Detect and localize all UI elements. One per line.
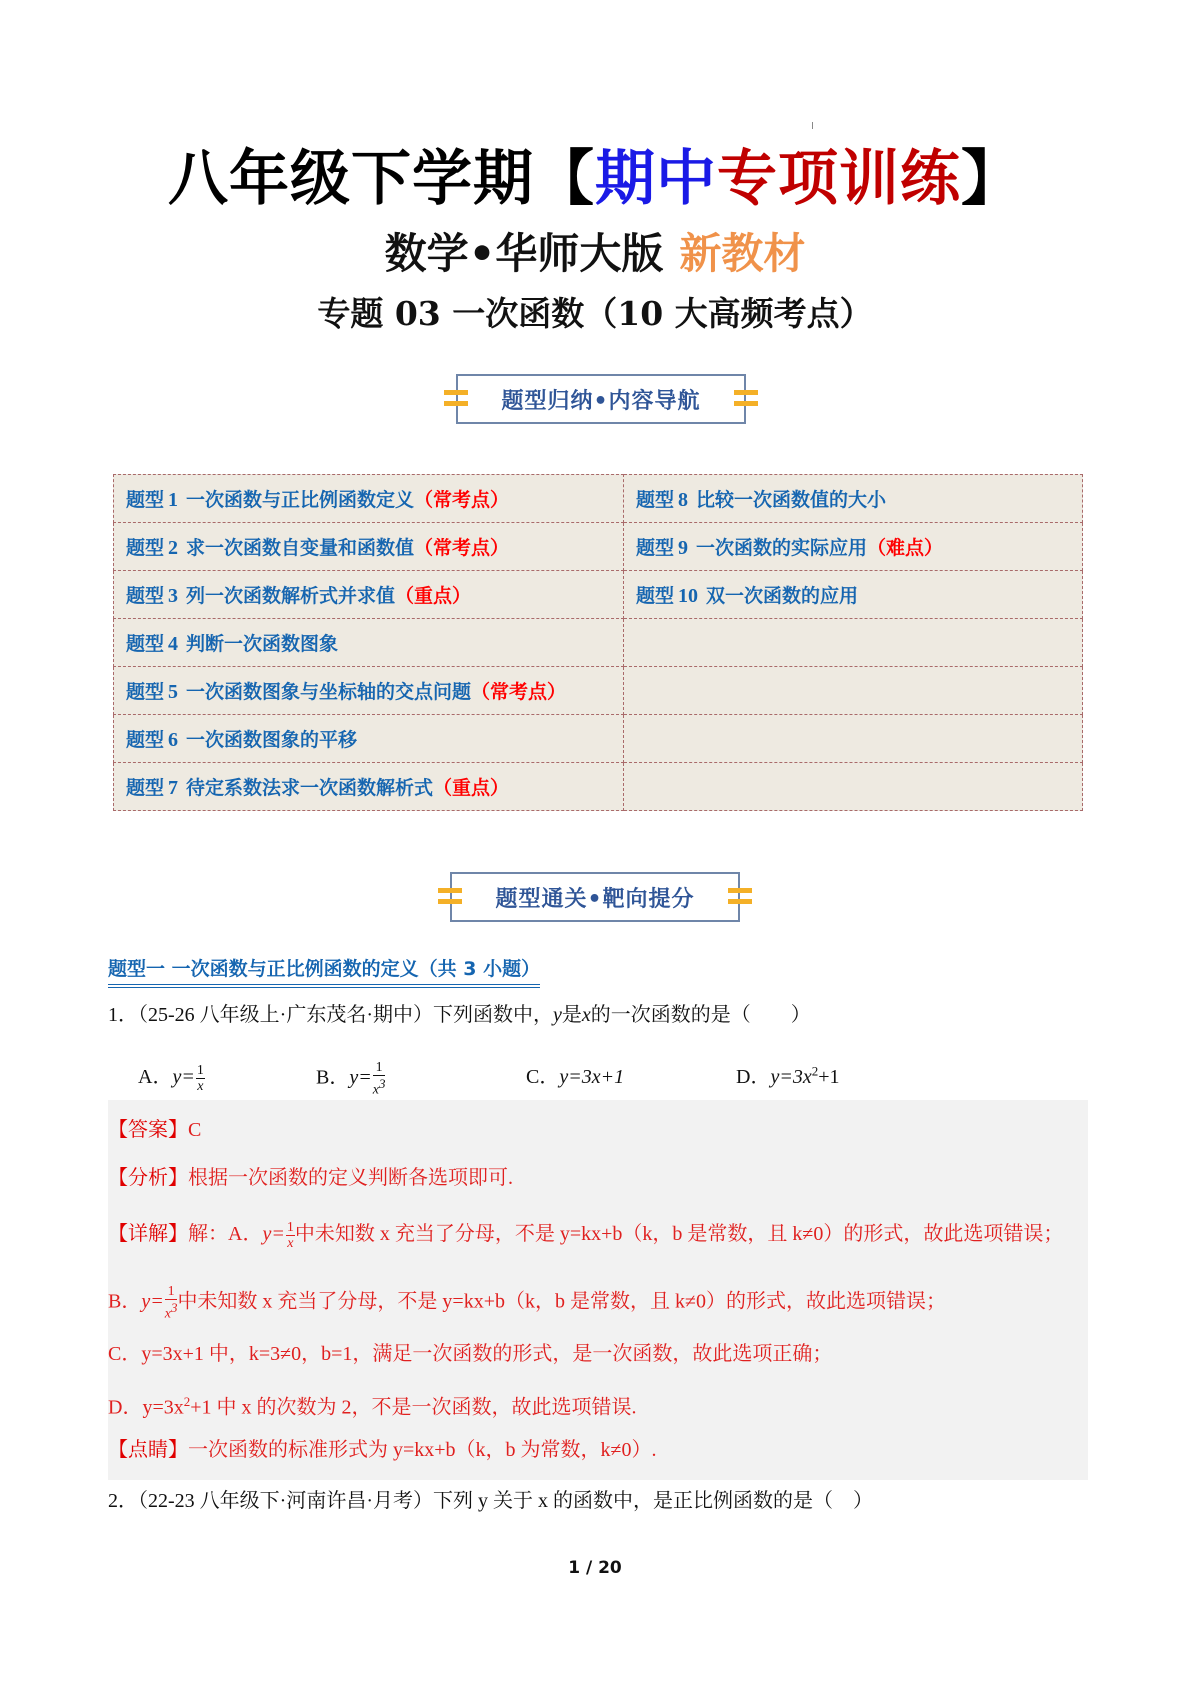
toc-empty-cell <box>624 667 1083 715</box>
toc-banner <box>456 374 746 424</box>
title-blue-part: 期中 <box>595 144 717 214</box>
option-c[interactable]: C．y=3x+1 <box>526 1066 625 1088</box>
analysis-line: 【分析】根据一次函数的定义判断各选项即可. <box>108 1167 513 1189</box>
detail-line-b: B．y= $\frac{1}{x^3}$ 中未知数 x 充当了分母，不是 y=kx+b（k，b 是常数，且 k≠0）的形式，故此选项错误； <box>108 1284 946 1322</box>
toc-item-3[interactable]: 题型 3 列一次函数解析式并求值（重点） <box>114 571 624 619</box>
detail-line-c: C．y=3x+1 中，k=3≠0，b=1，满足一次函数的形式，是一次函数，故此选项正确； <box>108 1343 833 1365</box>
toc-table <box>113 474 1083 811</box>
answer-line: 【答案】C <box>108 1119 202 1141</box>
header-tick-mark <box>812 122 813 129</box>
toc-item-6[interactable]: 题型 6 一次函数图象的平移 <box>114 715 624 763</box>
question-2-stem: 2．（22-23 八年级下·河南许昌·月考）下列 y 关于 x 的函数中，是正比例函数的是（ ） <box>108 1490 873 1512</box>
subtitle <box>0 226 1190 282</box>
main-title <box>0 142 1190 216</box>
toc-item-8[interactable]: 题型 8 比较一次函数值的大小 <box>624 475 1083 523</box>
toc-item-9[interactable]: 题型 9 一次函数的实际应用（难点） <box>624 523 1083 571</box>
topic-title: 专题 03 一次函数（10 大高频考点） <box>317 294 873 333</box>
toc-row <box>114 619 1083 667</box>
toc-row <box>114 571 1083 619</box>
question-1-stem: 1．（25-26 八年级上·广东茂名·期中）下列函数中，y是x的一次函数的是（ ） <box>108 1004 811 1026</box>
equals-deco-icon <box>444 390 468 408</box>
tip-line: 【点睛】一次函数的标准形式为 y=kx+b（k，b 为常数，k≠0）. <box>108 1439 657 1461</box>
option-d[interactable]: D．$y=3x^2+1$ <box>736 1063 840 1088</box>
option-a[interactable]: A．y= $\frac{1}{x}$ <box>138 1062 204 1094</box>
subtitle-main: 数学•华师大版 <box>384 229 664 278</box>
toc-row <box>114 523 1083 571</box>
detail-line-a: 【详解】解：A．y= $\frac{1}{x}$ 中未知数 x 充当了分母，不是 y=kx+b（k，b 是常数，且 k≠0）的形式，故此选项错误； <box>108 1220 1064 1251</box>
toc-item-10[interactable]: 题型 10 双一次函数的应用 <box>624 571 1083 619</box>
question-1-options <box>138 1052 938 1102</box>
toc-row <box>114 475 1083 523</box>
toc-item-7[interactable]: 题型 7 待定系数法求一次函数解析式（重点） <box>114 763 624 811</box>
section-heading[interactable]: 题型一 一次函数与正比例函数的定义（共 3 小题） <box>108 954 540 988</box>
option-b[interactable]: B．y= $\frac{1}{x^3}$ <box>316 1060 386 1098</box>
practice-banner <box>450 872 740 922</box>
subtitle-accent: 新教材 <box>679 229 806 278</box>
equals-deco-icon <box>438 888 462 906</box>
title-suffix: 】 <box>961 144 1022 214</box>
practice-banner-label: 题型通关•靶向提分 <box>495 886 695 912</box>
equals-deco-icon <box>728 888 752 906</box>
title-prefix: 八年级下学期【 <box>168 144 595 214</box>
detail-line-d: D．$y=3x^2+1$ 中 x 的次数为 2，不是一次函数，故此选项错误. <box>108 1394 637 1419</box>
page-number: 1 / 20 <box>568 1558 622 1578</box>
title-red-part: 专项训练 <box>717 144 961 214</box>
toc-row <box>114 715 1083 763</box>
toc-empty-cell <box>624 715 1083 763</box>
toc-item-1[interactable]: 题型 1 一次函数与正比例函数定义（常考点） <box>114 475 624 523</box>
toc-row <box>114 763 1083 811</box>
equals-deco-icon <box>734 390 758 408</box>
toc-empty-cell <box>624 763 1083 811</box>
toc-item-4[interactable]: 题型 4 判断一次函数图象 <box>114 619 624 667</box>
toc-row <box>114 667 1083 715</box>
toc-item-5[interactable]: 题型 5 一次函数图象与坐标轴的交点问题（常考点） <box>114 667 624 715</box>
toc-item-2[interactable]: 题型 2 求一次函数自变量和函数值（常考点） <box>114 523 624 571</box>
toc-banner-label: 题型归纳•内容导航 <box>501 388 701 414</box>
toc-empty-cell <box>624 619 1083 667</box>
